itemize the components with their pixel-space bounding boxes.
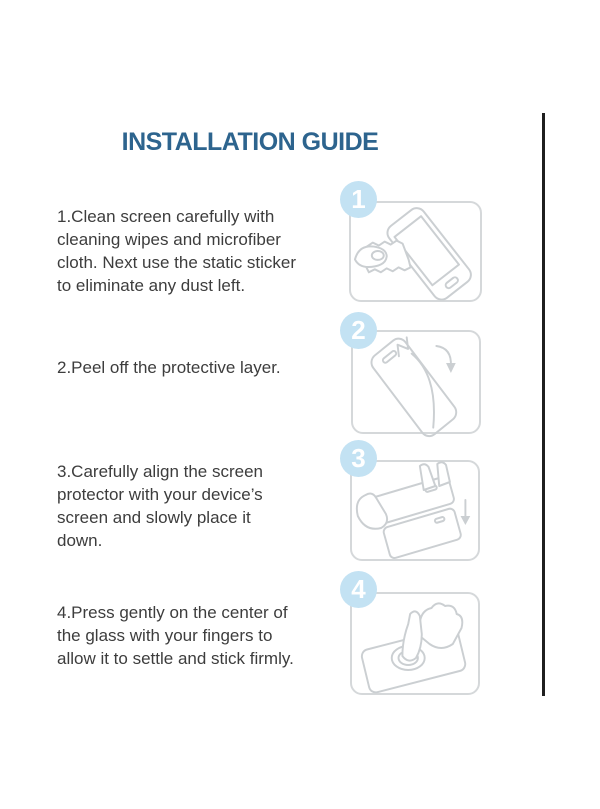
step-1-text xyxy=(57,205,296,297)
step-text-line: protector with your device’s xyxy=(57,485,263,504)
step-text-line: the glass with your fingers to xyxy=(57,626,273,645)
page-title: INSTALLATION GUIDE xyxy=(121,128,379,156)
step-2-number-badge: 2 xyxy=(340,312,377,349)
peel-protective-layer-icon xyxy=(353,332,479,432)
step-text-line: 4.Press gently on the center of xyxy=(57,603,288,622)
step-1-illustration-panel xyxy=(349,201,482,302)
step-text-line: down. xyxy=(57,531,103,550)
step-text-line: screen and slowly place it xyxy=(57,508,251,527)
step-3-number-badge: 3 xyxy=(340,440,377,477)
step-4-text xyxy=(57,601,294,670)
wipe-phone-with-cloth-icon xyxy=(351,203,480,300)
step-4-illustration-panel xyxy=(350,592,480,695)
step-4-number-badge: 4 xyxy=(340,571,377,608)
step-text-line: cleaning wipes and microfiber xyxy=(57,230,281,249)
step-text-line: to eliminate any dust left. xyxy=(57,276,246,295)
align-protector-over-phone-icon xyxy=(352,462,478,559)
step-text-line: 3.Carefully align the screen xyxy=(57,462,264,481)
step-2-text xyxy=(57,356,281,379)
step-3-text xyxy=(57,460,263,552)
step-3-illustration-panel xyxy=(350,460,480,561)
step-text-line: 2.Peel off the protective layer. xyxy=(57,358,281,377)
press-center-of-glass-icon xyxy=(352,594,478,693)
step-1-number-badge: 1 xyxy=(340,181,377,218)
right-edge-artifact-line xyxy=(542,113,545,696)
step-text-line: cloth. Next use the static sticker xyxy=(57,253,297,272)
step-text-line: 1.Clean screen carefully with xyxy=(57,207,275,226)
step-text-line: allow it to settle and stick firmly. xyxy=(57,649,294,668)
step-2-illustration-panel xyxy=(351,330,481,434)
